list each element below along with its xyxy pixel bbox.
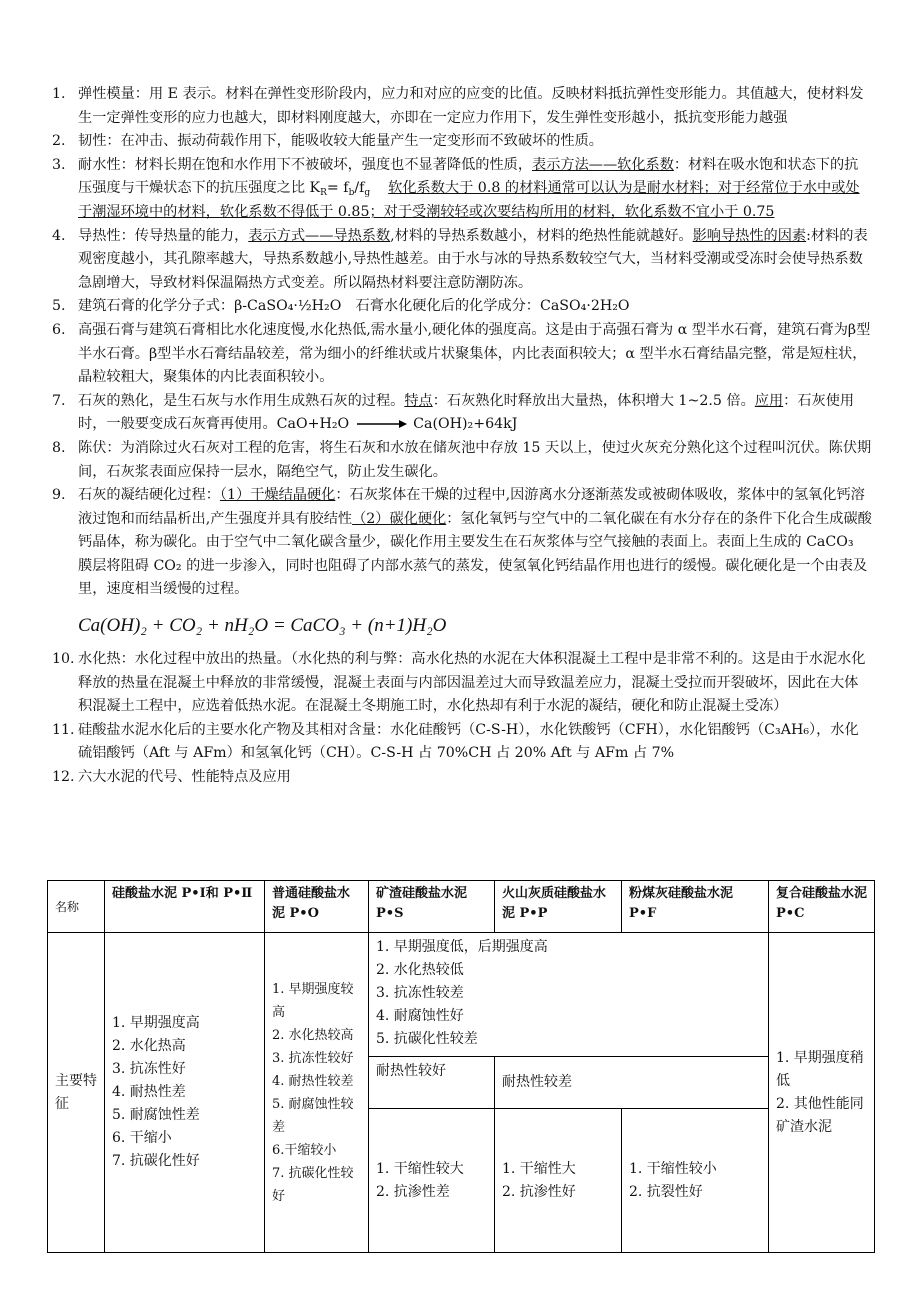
list-item: 12. 六大水泥的代号、性能特点及应用 xyxy=(52,769,291,786)
underlined-term: 应用 xyxy=(754,392,784,409)
underlined-term: 表示方法——软化系数 xyxy=(532,156,674,173)
list-item: 10. 水化热：水化过程中放出的热量。（水化热的利与弊：高水化热的水泥在大体积混凝土工程中是非常不利的。这是由于水泥水化释放的热量在混凝土中释放的非常缓慢，混凝土表面与内部因温差过大而导致温差应力，混凝土受拉而开裂破坏，因此在大体积混凝土工程中，应选着低热水泥。在混凝土冬期施工时，水化热却有利于水泥的凝结，硬化和防止混凝土受冻） xyxy=(52,651,866,715)
list-item: 9. 石灰的凝结硬化过程：（1）干燥结晶硬化：石灰浆体在干燥的过程中,因游离水分逐渐蒸发或被砌体吸收，浆体中的氢氧化钙溶液过饱和而结晶析出,产生强度并具有胶结性（2）碳化硬化：氢化氧钙与空气中的二氧化碳在有水分存在的条件下化合生成碳酸钙晶体，称为碳化。由于空气中二氧化碳含量少，碳化作用主要发生在石灰浆体与空气接触的表面上。表面上生成的 CaCO₃ 膜层将阻碍 CO₂ 的进一步渗入，同时也阻碍了内部水蒸气的蒸发，使氢氧化钙结晶作用也进行的缓慢。碳化硬化是一个由表及里，速度相当缓慢的过程。 xyxy=(52,487,872,598)
underlined-term: 表示方式——导热系数 xyxy=(248,227,391,244)
underlined-term: 特点 xyxy=(404,392,433,409)
list-item: 6. 高强石膏与建筑石膏相比水化速度慢,水化热低,需水量小,硬化体的强度高。这是由于高强石膏为 α 型半水石膏，建筑石膏为β型半水石膏。β型半水石膏结晶较差，常为细小的纤维状或片状聚集体，内比表面积较大；α 型半水石膏结晶完整，常是短柱状，晶粒较粗大，聚集体的内比表面积较小。 xyxy=(52,321,871,386)
row-label: 主要特征 xyxy=(48,933,105,1253)
list-item: 5. 建筑石膏的化学分子式：β-CaSO₄·½H₂O 石膏水化硬化后的化学成分：CaSO₄·2H₂O xyxy=(52,298,630,315)
table-cell: 耐热性较差 xyxy=(495,1057,769,1109)
list-item: 3. 耐水性：材料长期在饱和水作用下不被破坏，强度也不显著降低的性质，表示方法——软化系数：材料在吸水饱和状态下的抗压强度与干燥状态下的抗压强度之比 $K_R= f_b/f_g$ 软化系数大于 0.8 的材料通常可以认为是耐水材料；对于经常位于水中或处于潮湿环境中的材料，软化系数不得低于 0.85；对于受潮较轻或次要结构所用的材料，软化系数不宜小于 0.75 xyxy=(52,156,860,220)
table-header-cell: 普通硅酸盐水泥 P•O xyxy=(265,881,369,933)
table-cell: 1. 干缩性大 2. 抗渗性好 xyxy=(495,1109,622,1253)
table-cell: 1. 早期强度较高 2. 水化热较高 3. 抗冻性较好 4. 耐热性较差 5. 耐腐蚀性较差 6.干缩较小 7. 抗碳化性较好 xyxy=(265,933,369,1253)
list-item: 4. 导热性：传导热量的能力，表示方式——导热系数,材料的导热系数越小，材料的绝热性能就越好。影响导热性的因素:材料的表观密度越小，其孔隙率越大，导热系数越小,导热性越差。由于水与冰的导热系数较空气大，当材料受潮或受冻时会使导热系数急剧增大，导致材料保温隔热方式变差。所以隔热材料要注意防潮防冻。 xyxy=(52,227,868,291)
reaction-arrow-icon xyxy=(355,419,407,429)
table-cell: 1. 早期强度低，后期强度高 2. 水化热较低 3. 抗冻性较差 4. 耐腐蚀性好 5. 抗碳化性较差 xyxy=(369,933,769,1057)
list-item: 11. 硅酸盐水泥水化后的主要水化产物及其相对含量：水化硅酸钙（C-S-H），水化铁酸钙（CFH），水化铝酸钙（C₃AH₆），水化硫铝酸钙（Aft 与 AFm）和氢氧化钙（CH）。C-S-H 占 70%CH 占 20% Aft 与 AFm 占 7% xyxy=(52,721,859,762)
cement-table xyxy=(47,880,875,1253)
table-row xyxy=(48,933,875,1057)
table-cell: 1. 干缩性较小 2. 抗裂性好 xyxy=(622,1109,769,1253)
table-header-cell: 火山灰质硅酸盐水泥 P•P xyxy=(495,881,622,933)
table-cell: 1. 早期强度高 2. 水化热高 3. 抗冻性好 4. 耐热性差 5. 耐腐蚀性差 6. 干缩小 7. 抗碳化性好 xyxy=(105,933,265,1253)
table-cell: 1. 干缩性较大 2. 抗渗性差 xyxy=(369,1109,495,1253)
table-header-cell: 硅酸盐水泥 P•Ⅰ和 P•Ⅱ xyxy=(105,881,265,933)
underlined-term: （1）干燥结晶硬化 xyxy=(219,487,336,504)
carbonation-formula: Ca(OH)₂ + CO₂ + nH₂O = CaCO₃ + (n+1)H₂O xyxy=(78,615,447,637)
table-header-cell: 复合硅酸盐水泥 P•C xyxy=(769,881,875,933)
table-header-cell: 矿渣硅酸盐水泥 P•S xyxy=(369,881,495,933)
table-header-row xyxy=(48,881,875,933)
list-item: 7. 石灰的熟化，是生石灰与水作用生成熟石灰的过程。特点：石灰熟化时释放出大量热，体积增大 1~2.5 倍。应用：石灰使用时，一般要变成石灰膏再使用。CaO+H₂O Ca(OH)₂+64kJ xyxy=(52,392,855,433)
underlined-term: 影响导热性的因素 xyxy=(692,227,807,244)
underlined-term: （2）碳化硬化 xyxy=(352,510,447,527)
list-item: 1. 弹性模量：用 E 表示。材料在弹性变形阶段内，应力和对应的应变的比值。反映材料抵抗弹性变形能力。其值越大，使材料发生一定弹性变形的应力也越大，即材料刚度越大，亦即在一定应力作用下，发生弹性变形越小，抵抗变形能力越强 xyxy=(52,86,864,126)
table-header-cell: 名称 xyxy=(48,881,105,933)
list-item: 8. 陈伏：为消除过火石灰对工程的危害，将生石灰和水放在储灰池中存放 15 天以上，使过火灰充分熟化这个过程叫沉伏。陈伏期间，石灰浆表面应保持一层水，隔绝空气，防止发生碳化。 xyxy=(52,439,872,480)
underlined-term: 软化系数大于 0.8 的材料通常可以认为是耐水材料；对于经常位于水中或处于潮湿环境中的材料，软化系数不得低于 0.85；对于受潮较轻或次要结构所用的材料，软化系数不宜小于 0.75 xyxy=(78,180,860,220)
table-header-cell: 粉煤灰硅酸盐水泥 P•F xyxy=(622,881,769,933)
table-cell: 耐热性较好 xyxy=(369,1057,495,1109)
notes-list xyxy=(52,83,872,790)
table-cell: 1. 早期强度稍低 2. 其他性能同矿渣水泥 xyxy=(769,933,875,1253)
list-item: 2. 韧性：在冲击、振动荷载作用下，能吸收较大能量产生一定变形而不致破坏的性质。 xyxy=(52,133,603,150)
